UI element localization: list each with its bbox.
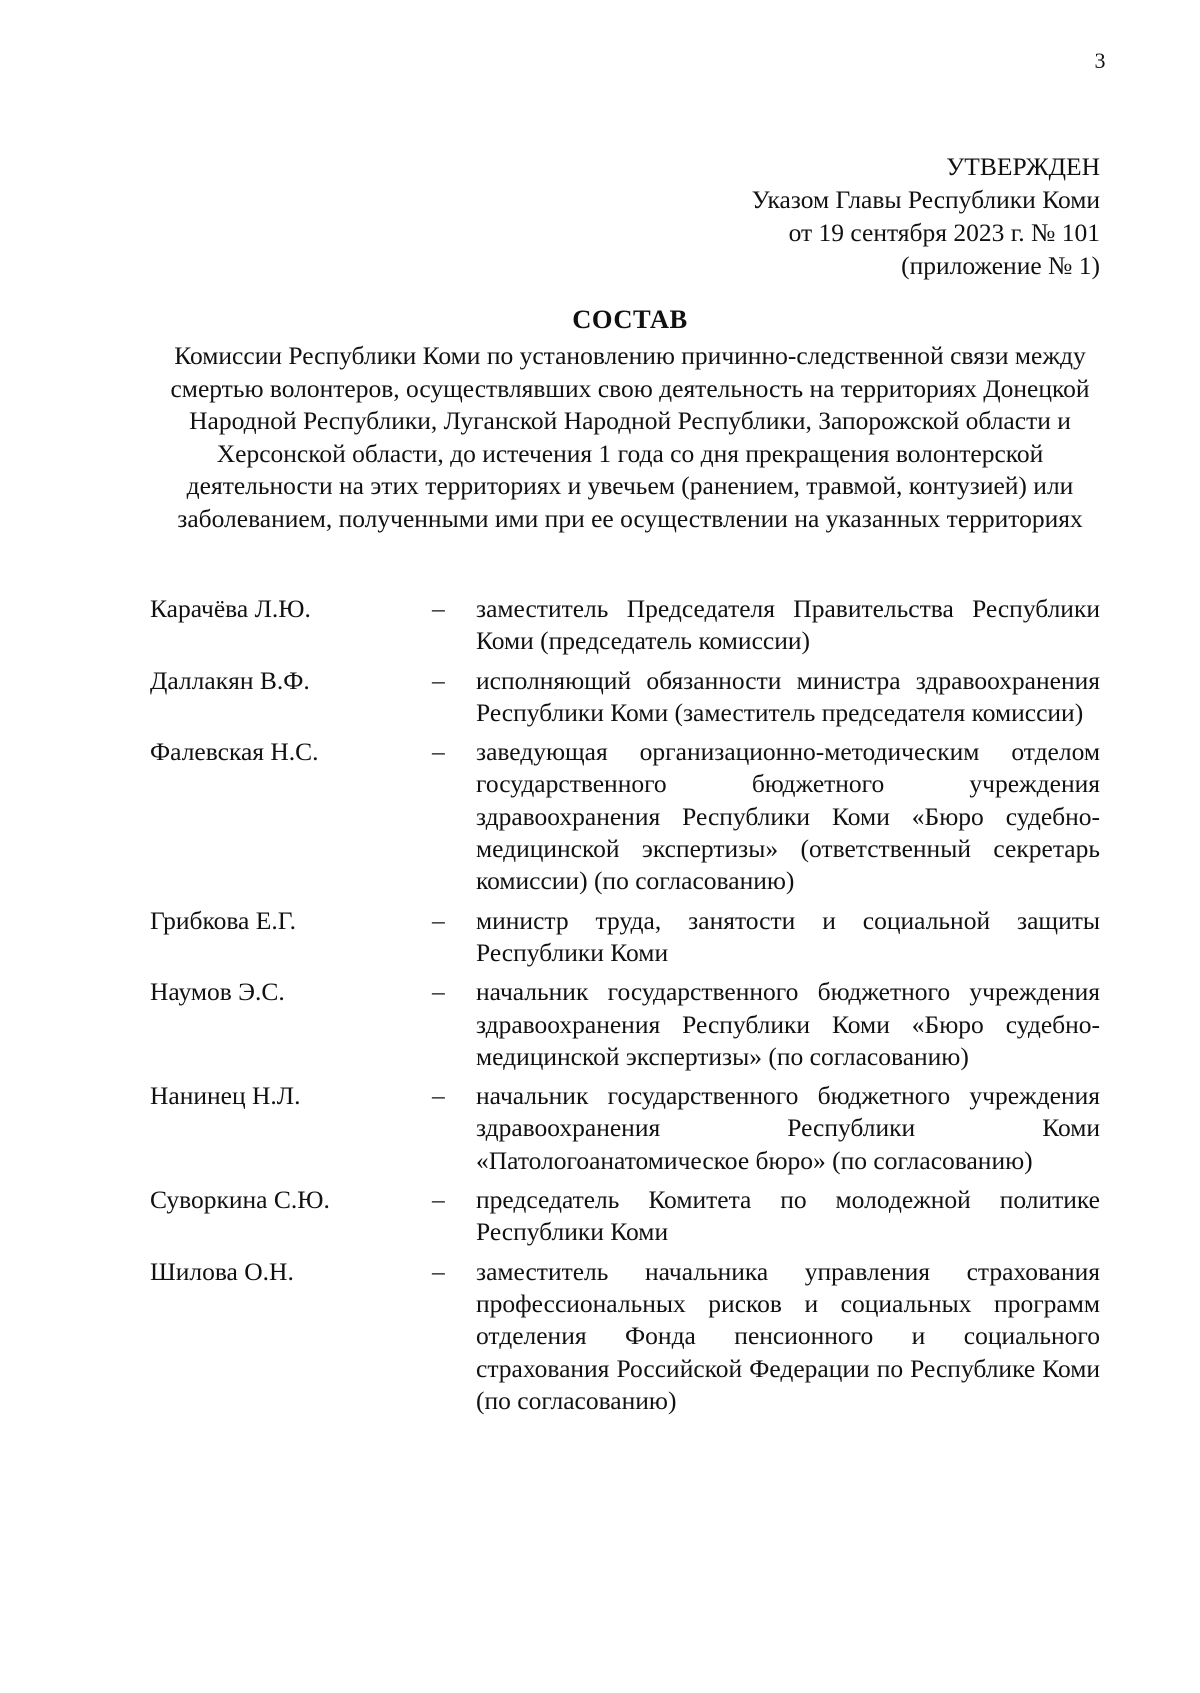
member-dash: – xyxy=(432,1256,445,1286)
member-role: начальник государственного бюджетного учреждения здравоохранения Республики Коми «Патологоанатомическое бюро» (по согласованию) xyxy=(476,1081,1100,1175)
member-dash: – xyxy=(432,1081,445,1111)
member-dash: – xyxy=(432,665,445,695)
approval-line-appendix: (приложение № 1) xyxy=(901,251,1100,280)
member-name: Наумов Э.С. xyxy=(150,977,285,1007)
member-name: Грибкова Е.Г. xyxy=(150,905,296,935)
members-list xyxy=(150,593,1100,1424)
member-row xyxy=(150,736,1100,897)
approval-stamp xyxy=(640,150,1100,282)
member-role: заместитель начальника управления страхования профессиональных рисков и социальных программ отделения Фонда пенсионного и социального страхования Российской Федерации по Республике Коми (по согласованию) xyxy=(476,1256,1100,1415)
member-row xyxy=(150,593,1100,658)
member-row xyxy=(150,1080,1100,1177)
member-row xyxy=(150,976,1100,1073)
member-name: Шилова О.Н. xyxy=(150,1256,294,1286)
member-row xyxy=(150,1184,1100,1249)
member-row xyxy=(150,665,1100,730)
member-role: председатель Комитета по молодежной политике Республики Коми xyxy=(476,1185,1100,1247)
member-name: Карачёва Л.Ю. xyxy=(150,594,311,623)
member-name: Нанинец Н.Л. xyxy=(150,1081,301,1111)
member-role: начальник государственного бюджетного учреждения здравоохранения Республики Коми «Бюро судебно-медицинской экспертизы» (по согласованию) xyxy=(476,977,1100,1071)
member-name: Фалевская Н.С. xyxy=(150,737,319,767)
member-dash: – xyxy=(432,977,445,1007)
member-role: министр труда, занятости и социальной защиты Республики Коми xyxy=(476,905,1100,967)
member-role: исполняющий обязанности министра здравоохранения Республики Коми (заместитель председателя комиссии) xyxy=(476,665,1100,727)
member-row xyxy=(150,1256,1100,1417)
member-name: Даллакян В.Ф. xyxy=(150,665,310,695)
member-role: заместитель Председателя Правительства Республики Коми (председатель комиссии) xyxy=(476,594,1100,656)
member-role: заведующая организационно-методическим отделом государственного бюджетного учреждения здравоохранения Республики Коми «Бюро судебно-медицинской экспертизы» (ответственный секретарь комиссии) (по согласованию) xyxy=(476,737,1100,896)
member-row xyxy=(150,905,1100,970)
approval-line-date: от 19 сентября 2023 г. № 101 xyxy=(788,218,1100,247)
member-name: Суворкина С.Ю. xyxy=(150,1185,330,1215)
member-dash: – xyxy=(432,905,445,935)
member-dash: – xyxy=(432,594,445,623)
document-subtitle: Комиссии Республики Коми по установлению причинно-следственной связи между смертью волонтеров, осуществлявших свою деятельность на территориях Донецкой Народной Республики, Луганской Народной Республики, Запорожской области и Херсонской области, до истечения 1 года со дня прекращения волонтерской деятельности на этих территориях и увечьем (ранением, травмой, контузией) или заболеванием, полученными ими при ее осуществлении на указанных территориях xyxy=(170,341,1090,533)
member-dash: – xyxy=(432,1185,445,1215)
page-number: 3 xyxy=(1094,48,1106,73)
approval-line-decree: Указом Главы Республики Коми xyxy=(751,185,1100,214)
document-title: СОСТАВ xyxy=(572,304,688,334)
member-dash: – xyxy=(432,737,445,767)
approval-line-approved: УТВЕРЖДЕН xyxy=(946,152,1100,181)
